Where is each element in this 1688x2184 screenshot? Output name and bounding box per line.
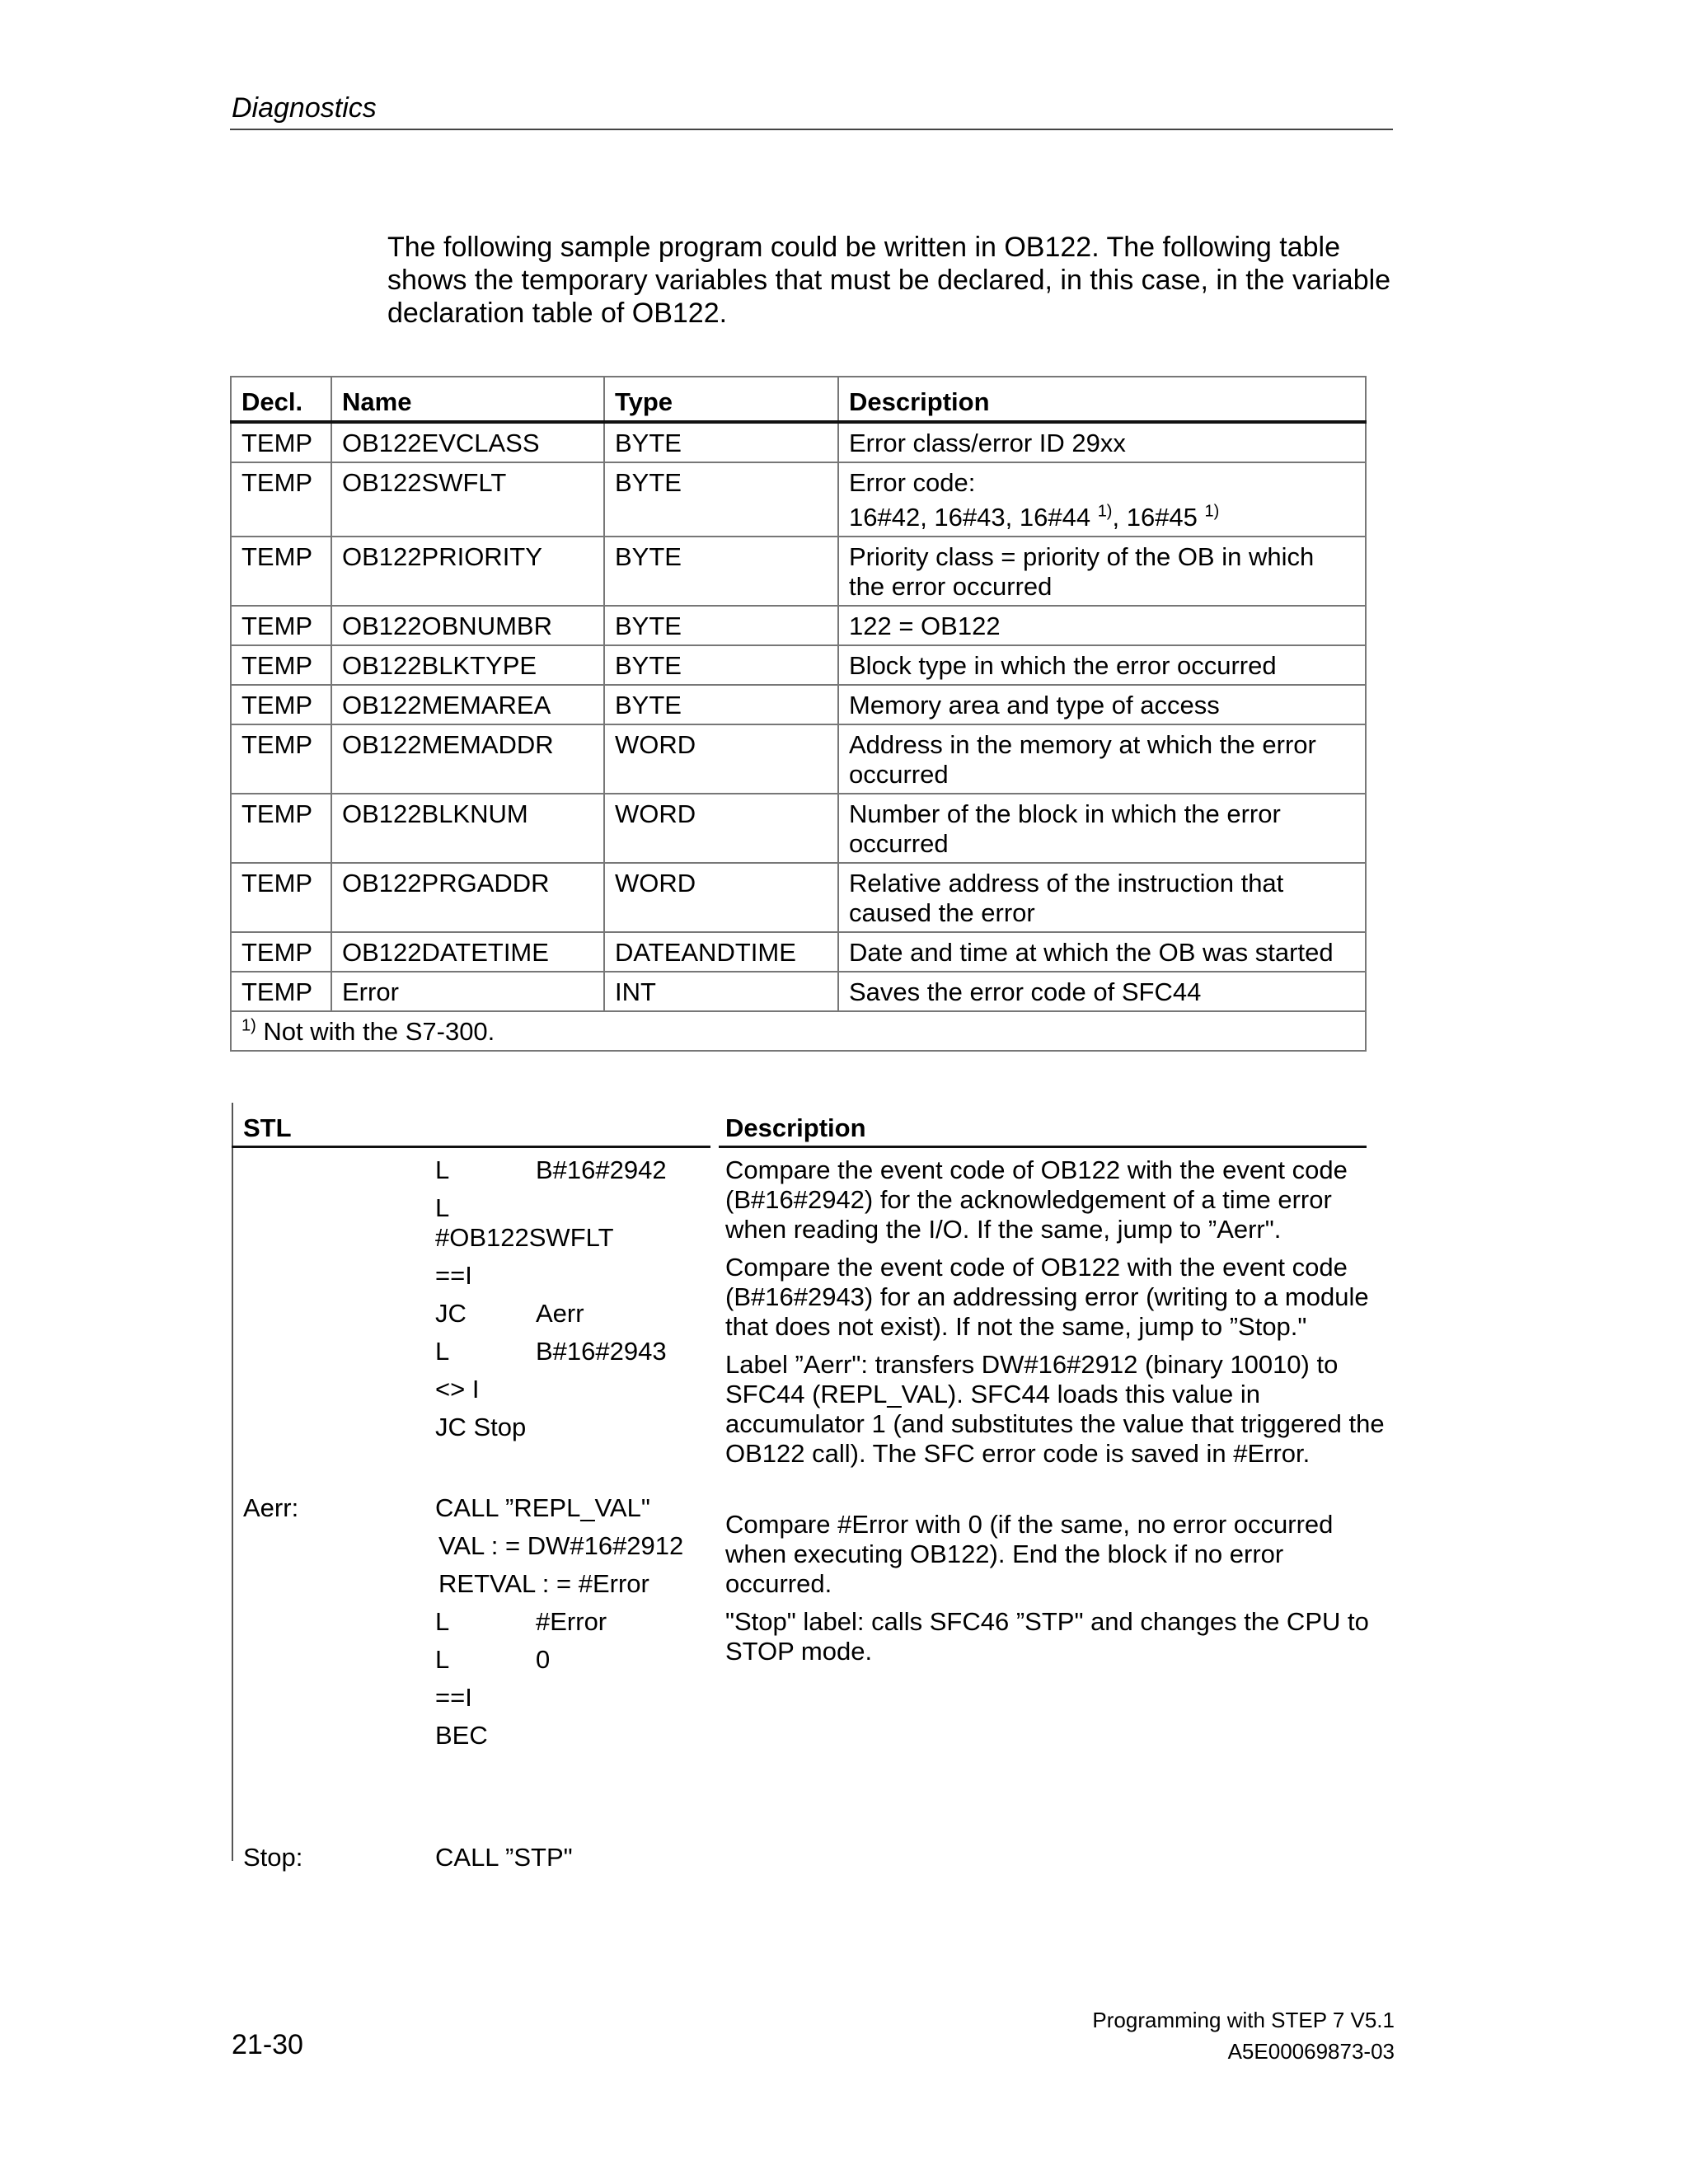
cell-decl: TEMP bbox=[231, 422, 331, 462]
cell-decl: TEMP bbox=[231, 932, 331, 972]
code-op: CALL ”REPL_VAL" bbox=[435, 1493, 650, 1522]
stl-left-border bbox=[232, 1103, 233, 1861]
cell-description: Block type in which the error occurred bbox=[838, 645, 1366, 685]
cell-description: Date and time at which the OB was started bbox=[838, 932, 1366, 972]
code-operand: 0 bbox=[536, 1645, 551, 1674]
cell-description: Address in the memory at which the error occurred bbox=[838, 724, 1366, 794]
code-operand: #Error bbox=[536, 1607, 607, 1636]
cell-description: 122 = OB122 bbox=[838, 606, 1366, 645]
table-row bbox=[231, 972, 1366, 1011]
cell-type: BYTE bbox=[604, 685, 838, 724]
code-op: BEC bbox=[435, 1721, 488, 1750]
cell-type: INT bbox=[604, 972, 838, 1011]
codes-part-b: , 16#45 bbox=[1112, 503, 1205, 532]
code-op: L bbox=[435, 1645, 450, 1674]
table-footnote-row bbox=[231, 1011, 1366, 1051]
code-op: JC bbox=[435, 1299, 467, 1328]
code-op: <> I bbox=[435, 1375, 480, 1404]
cell-decl: TEMP bbox=[231, 724, 331, 794]
table-row bbox=[231, 685, 1366, 724]
book-title: Programming with STEP 7 V5.1 bbox=[1092, 2008, 1395, 2032]
label-aerr: Aerr: bbox=[243, 1493, 299, 1522]
codes-part-a: 16#42, 16#43, 16#44 bbox=[849, 503, 1098, 532]
cell-name: Error bbox=[331, 972, 604, 1011]
cell-type: WORD bbox=[604, 863, 838, 932]
table-row bbox=[231, 462, 1366, 537]
code-operand: Aerr bbox=[536, 1299, 584, 1328]
cell-description: Memory area and type of access bbox=[838, 685, 1366, 724]
code-op: L bbox=[435, 1607, 450, 1636]
table-row bbox=[231, 724, 1366, 794]
code-param: RETVAL : = #Error bbox=[438, 1569, 649, 1598]
header-description: Description bbox=[838, 377, 1366, 422]
error-code-values bbox=[849, 498, 1355, 532]
code-op: L bbox=[435, 1193, 450, 1222]
footnote-ref: 1) bbox=[1204, 502, 1220, 521]
table-header-row bbox=[231, 377, 1366, 422]
stl-description: Compare the event code of OB122 with the event code (B#16#2942) for the acknowledgement of a time error when reading the I/O. If the same, jump to ”Aerr". bbox=[725, 1155, 1348, 1244]
stl-header-rule bbox=[232, 1146, 710, 1148]
cell-decl: TEMP bbox=[231, 794, 331, 863]
cell-decl: TEMP bbox=[231, 685, 331, 724]
cell-description: Saves the error code of SFC44 bbox=[838, 972, 1366, 1011]
label-stop: Stop: bbox=[243, 1843, 303, 1872]
cell-name: OB122BLKNUM bbox=[331, 794, 604, 863]
footnote-text: Not with the S7-300. bbox=[256, 1017, 495, 1046]
code-op: ==I bbox=[435, 1261, 472, 1290]
cell-name: OB122PRIORITY bbox=[331, 537, 604, 606]
error-code-label: Error code: bbox=[849, 468, 976, 497]
cell-type: BYTE bbox=[604, 537, 838, 606]
cell-description: Number of the block in which the error occurred bbox=[838, 794, 1366, 863]
intro-paragraph: The following sample program could be written in OB122. The following table shows the temporary variables that must be declared, in this case, in the variable declaration table of OB122. bbox=[387, 232, 1391, 329]
description-column-header: Description bbox=[725, 1113, 866, 1142]
table-row bbox=[231, 932, 1366, 972]
footer-info bbox=[1092, 2004, 1395, 2067]
table-row bbox=[231, 863, 1366, 932]
cell-name: OB122BLKTYPE bbox=[331, 645, 604, 685]
table-row bbox=[231, 537, 1366, 606]
cell-type: BYTE bbox=[604, 462, 838, 537]
footnote-mark: 1) bbox=[241, 1016, 256, 1035]
code-operand: B#16#2942 bbox=[536, 1155, 667, 1184]
code-param: VAL : = DW#16#2912 bbox=[438, 1531, 684, 1560]
cell-decl: TEMP bbox=[231, 972, 331, 1011]
cell-description: Priority class = priority of the OB in which the error occurred bbox=[838, 537, 1366, 606]
description-header-rule bbox=[719, 1146, 1367, 1148]
cell-type: BYTE bbox=[604, 422, 838, 462]
cell-type: WORD bbox=[604, 724, 838, 794]
cell-decl: TEMP bbox=[231, 606, 331, 645]
cell-decl: TEMP bbox=[231, 863, 331, 932]
stl-description: Compare #Error with 0 (if the same, no error occurred when executing OB122). End the block if no error occurred. bbox=[725, 1510, 1334, 1598]
code-op: L bbox=[435, 1337, 450, 1366]
table-row bbox=[231, 422, 1366, 462]
cell-name: OB122DATETIME bbox=[331, 932, 604, 972]
code-op: L bbox=[435, 1155, 450, 1184]
cell-name: OB122MEMADDR bbox=[331, 724, 604, 794]
stl-description: "Stop" label: calls SFC46 ”STP" and changes the CPU to STOP mode. bbox=[725, 1607, 1369, 1666]
cell-type: BYTE bbox=[604, 645, 838, 685]
cell-description: Relative address of the instruction that caused the error bbox=[838, 863, 1366, 932]
cell-description bbox=[838, 462, 1366, 537]
cell-type: BYTE bbox=[604, 606, 838, 645]
cell-name: OB122PRGADDR bbox=[331, 863, 604, 932]
code-op: JC Stop bbox=[435, 1413, 527, 1441]
code-operand: B#16#2943 bbox=[536, 1337, 667, 1366]
cell-type: WORD bbox=[604, 794, 838, 863]
cell-name: OB122OBNUMBR bbox=[331, 606, 604, 645]
cell-name: OB122SWFLT bbox=[331, 462, 604, 537]
document-id: A5E00069873-03 bbox=[1227, 2039, 1395, 2064]
header-decl: Decl. bbox=[231, 377, 331, 422]
table-row bbox=[231, 794, 1366, 863]
header-type: Type bbox=[604, 377, 838, 422]
table-footnote bbox=[231, 1011, 1366, 1051]
table-row bbox=[231, 606, 1366, 645]
variable-declaration-table bbox=[230, 376, 1367, 1052]
header-name: Name bbox=[331, 377, 604, 422]
page-number: 21-30 bbox=[232, 2029, 303, 2060]
header-divider bbox=[230, 129, 1393, 130]
stl-description: Compare the event code of OB122 with the event code (B#16#2943) for an addressing error (writing to a module that does not exist). If not the same, jump to ”Stop." bbox=[725, 1253, 1369, 1341]
cell-decl: TEMP bbox=[231, 537, 331, 606]
code-op: ==I bbox=[435, 1683, 472, 1712]
cell-decl: TEMP bbox=[231, 645, 331, 685]
cell-name: OB122EVCLASS bbox=[331, 422, 604, 462]
code-op: CALL ”STP" bbox=[435, 1843, 573, 1872]
stl-column-header: STL bbox=[243, 1113, 292, 1142]
footnote-ref: 1) bbox=[1097, 502, 1113, 521]
cell-name: OB122MEMAREA bbox=[331, 685, 604, 724]
running-header: Diagnostics bbox=[232, 92, 377, 124]
cell-type: DATEANDTIME bbox=[604, 932, 838, 972]
stl-description: Label ”Aerr": transfers DW#16#2912 (binary 10010) to SFC44 (REPL_VAL). SFC44 loads this value in accumulator 1 (and substitutes the value that triggered the OB122 call). The SFC error code is saved in #Error. bbox=[725, 1350, 1385, 1468]
cell-decl: TEMP bbox=[231, 462, 331, 537]
code-operand: #OB122SWFLT bbox=[435, 1223, 614, 1252]
cell-description: Error class/error ID 29xx bbox=[838, 422, 1366, 462]
table-row bbox=[231, 645, 1366, 685]
